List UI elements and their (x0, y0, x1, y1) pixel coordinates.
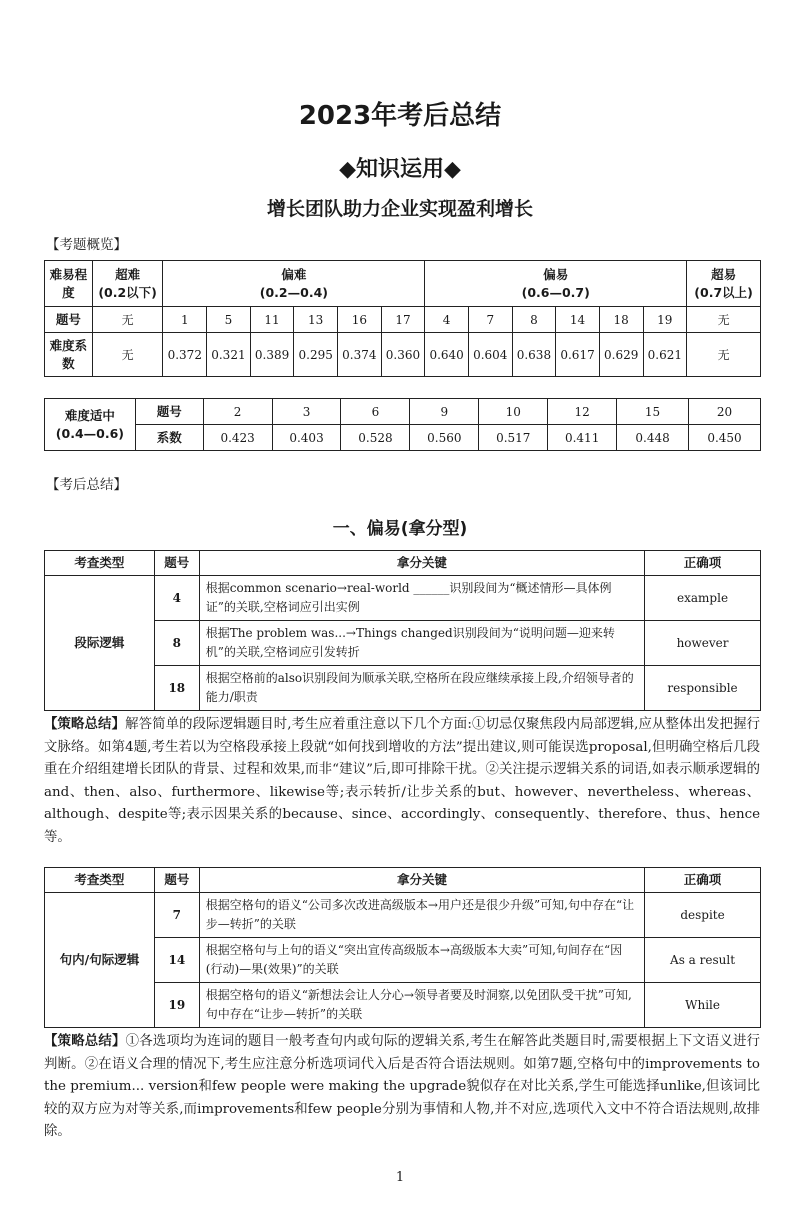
table-cell: 0.640 (425, 333, 469, 377)
table-cell: 无 (687, 333, 761, 377)
key-point: 根据common scenario→real-world ______识别段间为“概述情形—具体例证”的关联,空格词应引出实例 (199, 576, 644, 621)
table-cell: 0.403 (272, 425, 341, 451)
table-cell: 4 (425, 307, 469, 333)
table-cell: 0.621 (643, 333, 687, 377)
table-cell: 0.389 (250, 333, 294, 377)
question-number: 7 (154, 893, 199, 938)
table-cell: 0.372 (163, 333, 207, 377)
page-number: 1 (395, 1170, 405, 1185)
table-header-row (45, 551, 761, 576)
table-cell: 0.411 (548, 425, 617, 451)
question-number: 4 (154, 576, 199, 621)
table-cell: 0.450 (689, 425, 761, 451)
strategy-text: 解答简单的段际逻辑题目时,考生应着重注意以下几个方面:①切忌仅聚焦段内局部逻辑,应从整体出发把握行文脉络。如第4题,考生若以为空格段承接上段就“如何找到增收的方法”提出建议,则可能误选proposal,但明确空格后几段重在介绍组建增长团队的背景、过程和效果,而非“建议”后,即可排除干扰。②关注提示逻辑关系的词语,如表示顺承逻辑的and、then、also、furthermore、likewise等;表示转折/让步关系的but、however、nevertheless、whereas、although、despite等;表示因果关系的because、since、accordingly、consequently、therefore、thus、hence等。 (44, 717, 761, 845)
table-row (45, 576, 761, 621)
summary-label: 【考后总结】 (46, 477, 127, 493)
table-cell: 0.321 (207, 333, 251, 377)
row-label-coef: 系数 (135, 425, 203, 451)
header-number: 题号 (154, 868, 199, 893)
table-cell: 无 (92, 333, 163, 377)
table-row (45, 333, 761, 377)
question-number: 14 (154, 938, 199, 983)
table-cell: 5 (207, 307, 251, 333)
row-label-number: 题号 (135, 399, 203, 425)
table-cell: 9 (410, 399, 479, 425)
group-header: 超难 (0.2以下) (92, 261, 163, 307)
key-point: 根据空格前的also识别段间为顺承关联,空格所在段应继续承接上段,介绍领导者的能力/职责 (199, 666, 644, 711)
row-label-level: 难易程度 (45, 261, 93, 307)
header-key: 拿分关键 (199, 551, 644, 576)
moderate-label: 难度适中 (0.4—0.6) (45, 399, 136, 451)
strategy-tag: 【策略总结】 (44, 717, 126, 732)
table-cell: 10 (479, 399, 548, 425)
table-cell: 13 (294, 307, 338, 333)
table-cell: 0.374 (338, 333, 382, 377)
table-cell: 0.638 (512, 333, 556, 377)
header-answer: 正确项 (645, 868, 761, 893)
table-row (45, 399, 761, 425)
header-number: 题号 (154, 551, 199, 576)
table-cell: 3 (272, 399, 341, 425)
correct-answer: responsible (645, 666, 761, 711)
logic-type: 句内/句际逻辑 (45, 893, 155, 1028)
table-cell: 19 (643, 307, 687, 333)
strategy-summary-2 (44, 1031, 760, 1144)
table-cell: 无 (92, 307, 163, 333)
strategy-summary-1 (44, 714, 760, 849)
group-header: 超易 (0.7以上) (687, 261, 761, 307)
table-header-row (45, 868, 761, 893)
table-cell: 0.360 (381, 333, 425, 377)
row-label-number: 题号 (45, 307, 93, 333)
part-heading: 一、偏易(拿分型) (332, 519, 468, 539)
header-type: 考查类型 (45, 551, 155, 576)
table-cell: 无 (687, 307, 761, 333)
group-header: 偏易 (0.6—0.7) (425, 261, 687, 307)
table-cell: 0.617 (556, 333, 600, 377)
table-row (45, 425, 761, 451)
group-header: 偏难 (0.2—0.4) (163, 261, 425, 307)
strategy-text: ①各选项均为连词的题目一般考查句内或句际的逻辑关系,考生在解答此类题目时,需要根据上下文语义进行判断。②在语义合理的情况下,考生应注意分析选项词代入后是否符合语法规则。如第7题,空格句中的improvements to the premium... version和few people were making the upgrade貌似存在对比关系,学生可能选择unlike,但该词比较的双方应为对等关系,而improvements和few people分别为事情和人物,并不对应,选项代入文中不符合语法规则,故排除。 (44, 1034, 760, 1139)
table-cell: 0.517 (479, 425, 548, 451)
table-cell: 0.629 (599, 333, 643, 377)
table-cell: 6 (341, 399, 410, 425)
table-row (45, 261, 761, 307)
correct-answer: example (645, 576, 761, 621)
header-key: 拿分关键 (199, 868, 644, 893)
header-answer: 正确项 (645, 551, 761, 576)
table-cell: 18 (599, 307, 643, 333)
table-cell: 0.423 (203, 425, 272, 451)
strategy-tag: 【策略总结】 (44, 1034, 126, 1049)
table-cell: 0.448 (617, 425, 689, 451)
correct-answer: While (645, 983, 761, 1028)
table-cell: 0.560 (410, 425, 479, 451)
key-point: 根据空格句的语义“新想法会让人分心→领导者要及时洞察,以免团队受干扰”可知,句中存在“让步—转折”的关联 (199, 983, 644, 1028)
question-number: 18 (154, 666, 199, 711)
table-cell: 17 (381, 307, 425, 333)
table-cell: 0.295 (294, 333, 338, 377)
table-cell: 20 (689, 399, 761, 425)
logic-type: 段际逻辑 (45, 576, 155, 711)
table-row (45, 307, 761, 333)
section-heading: ◆知识运用◆ (339, 157, 461, 182)
table-cell: 8 (512, 307, 556, 333)
key-point: 根据The problem was...→Things changed识别段间为“说明问题—迎来转机”的关联,空格词应引发转折 (199, 621, 644, 666)
key-point: 根据空格句的语义“公司多次改进高级版本→用户还是很少升级”可知,句中存在“让步—转折”的关联 (199, 893, 644, 938)
correct-answer: however (645, 621, 761, 666)
table-cell: 2 (203, 399, 272, 425)
table-row (45, 893, 761, 938)
passage-subtitle: 增长团队助力企业实现盈利增长 (266, 198, 533, 220)
table-cell: 0.528 (341, 425, 410, 451)
table-cell: 12 (548, 399, 617, 425)
paragraph-logic-table (44, 550, 761, 711)
table-cell: 11 (250, 307, 294, 333)
table-cell: 7 (468, 307, 512, 333)
question-number: 8 (154, 621, 199, 666)
correct-answer: despite (645, 893, 761, 938)
table-cell: 0.604 (468, 333, 512, 377)
table-cell: 14 (556, 307, 600, 333)
overview-label: 【考题概览】 (46, 237, 127, 253)
difficulty-table (44, 260, 761, 377)
table-cell: 16 (338, 307, 382, 333)
question-number: 19 (154, 983, 199, 1028)
header-type: 考查类型 (45, 868, 155, 893)
page-title: 2023年考后总结 (298, 101, 502, 131)
table-cell: 15 (617, 399, 689, 425)
correct-answer: As a result (645, 938, 761, 983)
sentence-logic-table (44, 867, 761, 1028)
row-label-coef: 难度系数 (45, 333, 93, 377)
table-cell: 1 (163, 307, 207, 333)
key-point: 根据空格句与上句的语义“突出宣传高级版本→高级版本大卖”可知,句间存在“因(行动)—果(效果)”的关联 (199, 938, 644, 983)
moderate-difficulty-table (44, 398, 761, 451)
